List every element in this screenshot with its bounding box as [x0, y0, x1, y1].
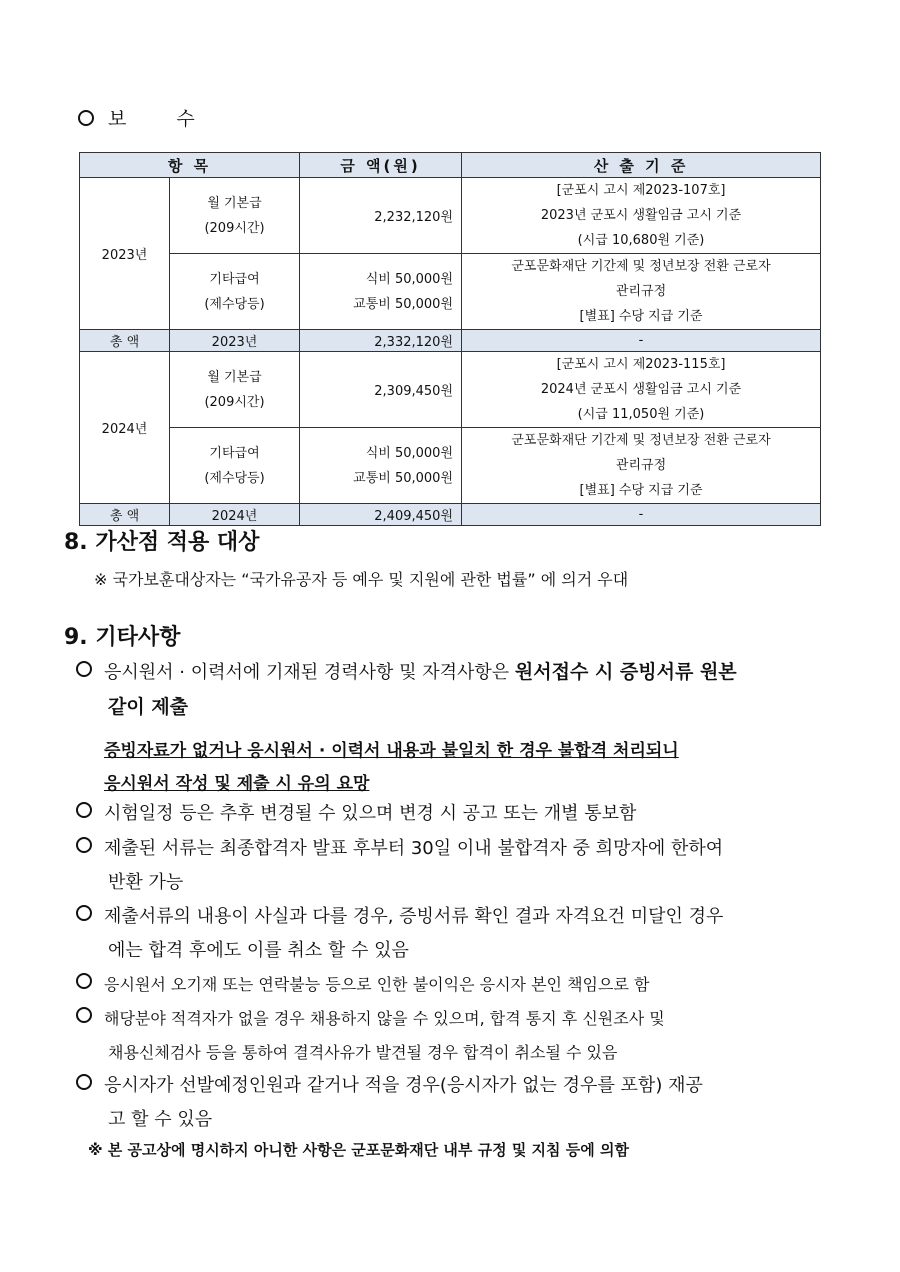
section-8-note: ※ 국가보훈대상자는 “국가유공자 등 예우 및 지원에 관한 법률” 에 의거 우대	[94, 570, 629, 589]
final-note: ※ 본 공고상에 명시하지 아니한 사항은 군포문화재단 내부 규정 및 지침 등에 의함	[88, 1141, 629, 1159]
year-cell: 2023년	[80, 178, 170, 330]
circle-bullet-icon	[76, 1074, 92, 1090]
item-cell: 기타급여 (제수당등)	[170, 254, 300, 330]
list-item: 해당분야 적격자가 없을 경우 채용하지 않을 수 있으며, 합격 통지 후 신원조사 및 채용신체검사 등을 통하여 결격사유가 발견될 경우 합격이 취소될 수 있음	[76, 1002, 846, 1070]
amount-cell: 2,309,450원	[300, 352, 462, 428]
list-item: 응시원서 · 이력서에 기재된 경력사항 및 자격사항은 원서접수 시 증빙서류 원본 같이 제출	[76, 655, 846, 724]
total-row	[80, 330, 821, 352]
total-amount: 2,409,450원	[300, 504, 462, 526]
list-item: 제출된 서류는 최종합격자 발표 후부터 30일 이내 불합격자 중 희망자에 한하여 반환 가능	[76, 832, 846, 900]
total-label: 총 액	[80, 504, 170, 526]
list-item: 제출서류의 내용이 사실과 다를 경우, 증빙서류 확인 결과 자격요건 미달인 경우 에는 합격 후에도 이를 취소 할 수 있음	[76, 900, 846, 968]
circle-bullet-icon	[76, 802, 92, 818]
total-year: 2024년	[170, 504, 300, 526]
table-row	[80, 352, 821, 428]
circle-bullet-icon	[76, 973, 92, 989]
total-basis: -	[462, 330, 821, 352]
item-cell: 월 기본급 (209시간)	[170, 352, 300, 428]
item-cell: 월 기본급 (209시간)	[170, 178, 300, 254]
warning-line-1: 증빙자료가 없거나 응시원서 · 이력서 내용과 불일치 한 경우 불합격 처리되니	[104, 741, 679, 761]
basis-cell: [군포시 고시 제2023-115호] 2024년 군포시 생활임금 고시 기준 (시급 11,050원 기준)	[462, 352, 821, 428]
total-year: 2023년	[170, 330, 300, 352]
header-item: 항 목	[80, 153, 300, 178]
header-amount: 금 액(원)	[300, 153, 462, 178]
year-cell: 2024년	[80, 352, 170, 504]
table-row	[80, 428, 821, 504]
header-basis: 산 출 기 준	[462, 153, 821, 178]
list-item: 시험일정 등은 추후 변경될 수 있으며 변경 시 공고 또는 개별 통보함	[76, 797, 846, 831]
total-basis: -	[462, 504, 821, 526]
list-item: 응시자가 선발예정인원과 같거나 적을 경우(응시자가 없는 경우를 포함) 재공 고 할 수 있음	[76, 1069, 846, 1137]
table-row	[80, 254, 821, 330]
pay-table-header	[80, 153, 821, 178]
section-8-title: 8. 가산점 적용 대상	[64, 530, 260, 555]
circle-bullet-icon	[76, 905, 92, 921]
pay-heading: 보 수	[78, 104, 217, 131]
total-label: 총 액	[80, 330, 170, 352]
circle-bullet-icon	[76, 837, 92, 853]
section-9-title: 9. 기타사항	[64, 625, 181, 650]
amount-cell: 식비 50,000원 교통비 50,000원	[300, 428, 462, 504]
basis-cell: 군포문화재단 기간제 및 정년보장 전환 근로자 관리규정 [별표] 수당 지급 기준	[462, 254, 821, 330]
pay-table	[79, 152, 821, 526]
list-item: 응시원서 오기재 또는 연락불능 등으로 인한 불이익은 응시자 본인 책임으로 함	[76, 968, 846, 1002]
circle-bullet-icon	[78, 110, 94, 126]
item-cell: 기타급여 (제수당등)	[170, 428, 300, 504]
basis-cell: 군포문화재단 기간제 및 정년보장 전환 근로자 관리규정 [별표] 수당 지급 기준	[462, 428, 821, 504]
amount-cell: 식비 50,000원 교통비 50,000원	[300, 254, 462, 330]
basis-cell: [군포시 고시 제2023-107호] 2023년 군포시 생활임금 고시 기준 (시급 10,680원 기준)	[462, 178, 821, 254]
amount-cell: 2,232,120원	[300, 178, 462, 254]
table-row	[80, 178, 821, 254]
circle-bullet-icon	[76, 1007, 92, 1023]
total-amount: 2,332,120원	[300, 330, 462, 352]
total-row	[80, 504, 821, 526]
warning-line-2: 응시원서 작성 및 제출 시 유의 요망	[104, 774, 370, 794]
circle-bullet-icon	[76, 661, 92, 677]
